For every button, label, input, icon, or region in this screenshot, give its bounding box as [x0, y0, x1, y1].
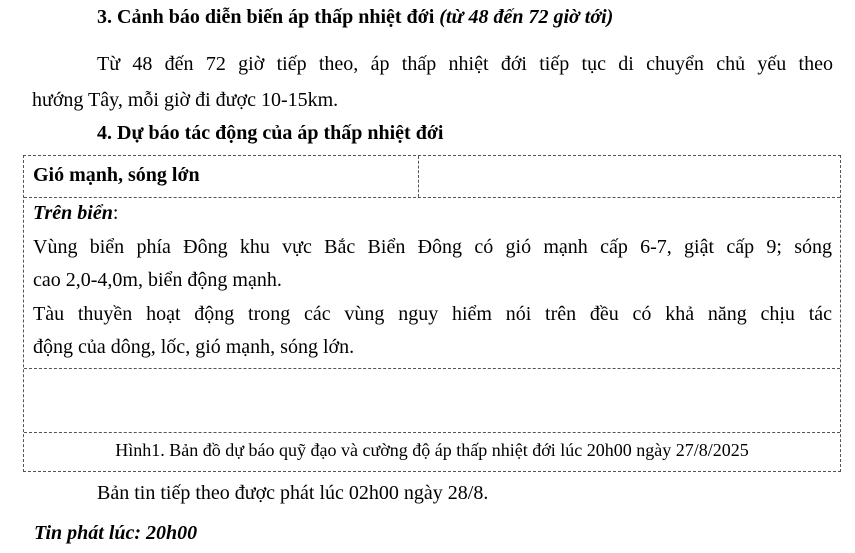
section-4-heading: 4. Dự báo tác động của áp thấp nhiệt đới — [97, 122, 444, 144]
figure-caption: Hình1. Bản đồ dự báo quỹ đạo và cường độ áp thấp nhiệt đới lúc 20h00 ngày 27/8/2025 — [115, 440, 749, 460]
sea-impact-paragraph-2-line-1: Tàu thuyền hoạt động trong các vùng nguy hiểm nói trên đều có khả năng chịu tác — [33, 303, 832, 325]
sea-impact-paragraph-1 — [33, 231, 832, 297]
section-3-paragraph-line-1: Từ 48 đến 72 giờ tiếp theo, áp thấp nhiệt đới tiếp tục di chuyển chủ yếu theo — [97, 53, 833, 75]
next-bulletin-note: Bản tin tiếp theo được phát lúc 02h00 ngày 28/8. — [97, 482, 489, 504]
at-sea-label — [33, 202, 118, 225]
wind-waves-label: Gió mạnh, sóng lớn — [33, 164, 200, 186]
table-row-wind-waves — [24, 156, 840, 198]
table-row-caption — [24, 433, 840, 471]
impact-table — [23, 155, 841, 472]
table-row-map-placeholder — [24, 369, 840, 433]
table-row-at-sea — [24, 198, 840, 369]
table-cell-wind-waves — [24, 156, 419, 197]
section-3-paragraph-line-2: hướng Tây, mỗi giờ đi được 10-15km. — [32, 89, 339, 111]
sea-impact-paragraph-1-line-1: Vùng biển phía Đông khu vực Bắc Biển Đông có gió mạnh cấp 6-7, giật cấp 9; sóng — [33, 236, 832, 258]
section-3-heading — [97, 6, 613, 29]
section-3-heading-note: (từ 48 đến 72 giờ tới) — [439, 6, 614, 28]
at-sea-label-colon: : — [112, 202, 119, 224]
sea-impact-paragraph-1-line-2: cao 2,0-4,0m, biển động mạnh. — [33, 269, 282, 291]
at-sea-label-text: Trên biển — [33, 202, 113, 224]
issued-time: Tin phát lúc: 20h00 — [34, 522, 198, 544]
sea-impact-paragraph-2 — [33, 298, 832, 364]
section-3-paragraph — [32, 46, 833, 118]
section-3-heading-text: 3. Cảnh báo diễn biến áp thấp nhiệt đới — [97, 6, 435, 28]
sea-impact-paragraph-2-line-2: động của dông, lốc, gió mạnh, sóng lớn. — [33, 336, 355, 358]
